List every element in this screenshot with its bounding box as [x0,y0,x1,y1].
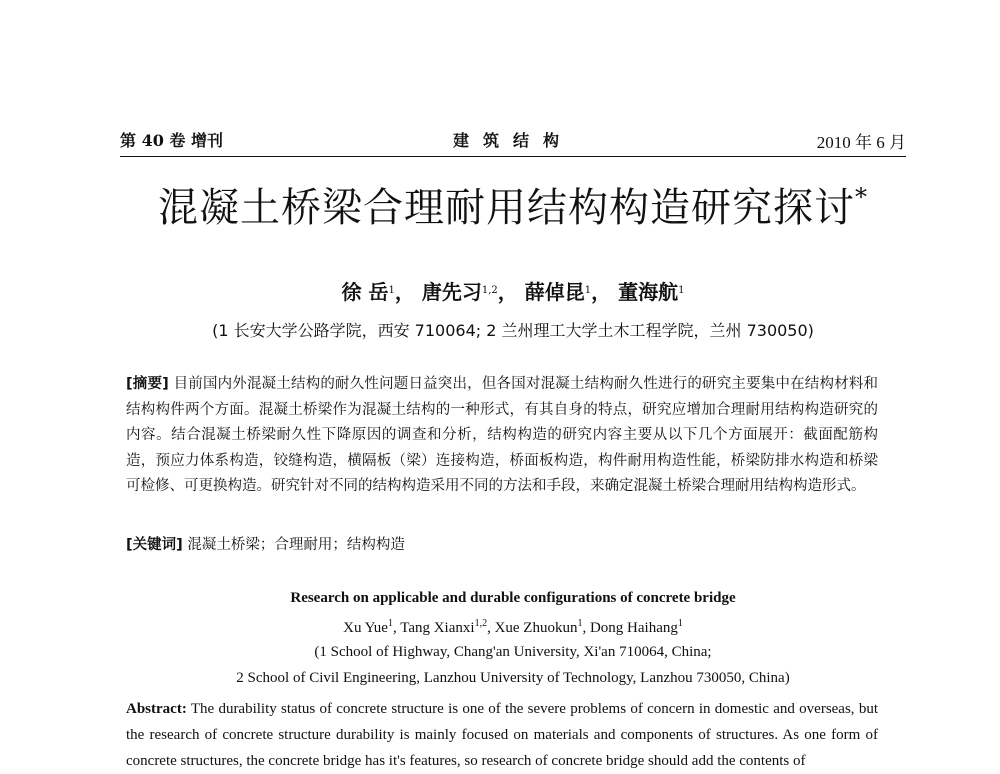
issue-date: 2010 年 6 月 [816,133,906,152]
abstract-cn-label: [摘要] [126,376,169,392]
author-en: Dong Haihang [589,620,678,636]
author-cn: 薛倬昆 [524,280,585,304]
abstract-en [126,696,878,774]
paper-title-text: 混凝土桥梁合理耐用结构构造研究探讨 [158,185,855,231]
authors-en: Xu Yue$^1$, Tang Xianxi$^{1,2}$, Xue Zhuokun$^1$, Dong Haihang$^1$ [343,618,683,636]
abstract-cn [126,372,878,500]
paper-title [120,176,906,233]
author-sup: 1 [387,618,393,629]
abstract-en-text: The durability status of concrete structure is one of the severe problems of concern in domestic and overseas, but the research of concrete structure durability is mainly focused on materials and components of structures. As one form of concrete structures, the concrete bridge has it's features, so research of concrete bridge should add the contents of [126,701,878,769]
author-en: Tang Xianxi [400,620,475,636]
title-footnote-mark: * [855,183,868,211]
paper-title-en: Research on applicable and durable configurations of concrete bridge [290,590,736,606]
author-cn: 董海航 [618,280,679,304]
affiliation-cn: (1 长安大学公路学院，西安 710064; 2 兰州理工大学土木工程学院，兰州 730050) [212,321,814,340]
author-sup: 1,2 [481,285,498,296]
journal-name: 建筑结构 [452,131,573,150]
author-sup: 1 [388,285,395,296]
author-sup: 1 [678,285,685,296]
running-header [120,128,906,157]
author-sup: 1,2 [474,618,488,629]
journal-volume: 第 40 卷 增刊 [120,131,223,150]
author-cn: 唐先习 [421,280,482,304]
author-sup: 1 [677,618,683,629]
abstract-en-label: Abstract: [126,701,187,717]
author-sup: 1 [584,285,592,296]
author-cn: 徐 岳 [341,280,389,304]
author-sup: 1 [577,618,583,629]
affiliation-en-1: (1 School of Highway, Chang'an University, Xi'an 710064, China; [314,644,712,660]
abstract-cn-text: 目前国内外混凝土结构的耐久性问题日益突出，但各国对混凝土结构耐久性进行的研究主要集中在结构材料和结构构件两个方面。混凝土桥梁作为混凝土结构的一种形式，有其自身的特点，研究应增加合理耐用结构构造研究的内容。结合混凝土桥梁耐久性下降原因的调查和分析，结构构造的研究内容主要从以下几个方面展开：截面配筋构造，预应力体系构造，铰缝构造，横隔板（梁）连接构造，桥面板构造，构件耐用构造性能，桥梁防排水构造和桥梁可检修、可更换构造。研究针对不同的结构构造采用不同的方法和手段，来确定混凝土桥梁合理耐用结构构造形式。 [126,376,878,494]
affiliation-en-2: 2 School of Civil Engineering, Lanzhou University of Technology, Lanzhou 730050, China) [236,670,790,686]
authors-cn: 徐 岳$^1$， 唐先习$^{1,2}$， 薛倬昆$^1$， 董海航$^1$ [341,280,685,304]
author-en: Xue Zhuokun [494,620,578,636]
keywords-cn [126,533,878,554]
keywords-cn-text: 混凝土桥梁；合理耐用；结构构造 [187,537,405,553]
keywords-cn-label: [关键词] [126,537,183,553]
author-en: Xu Yue [343,620,388,636]
